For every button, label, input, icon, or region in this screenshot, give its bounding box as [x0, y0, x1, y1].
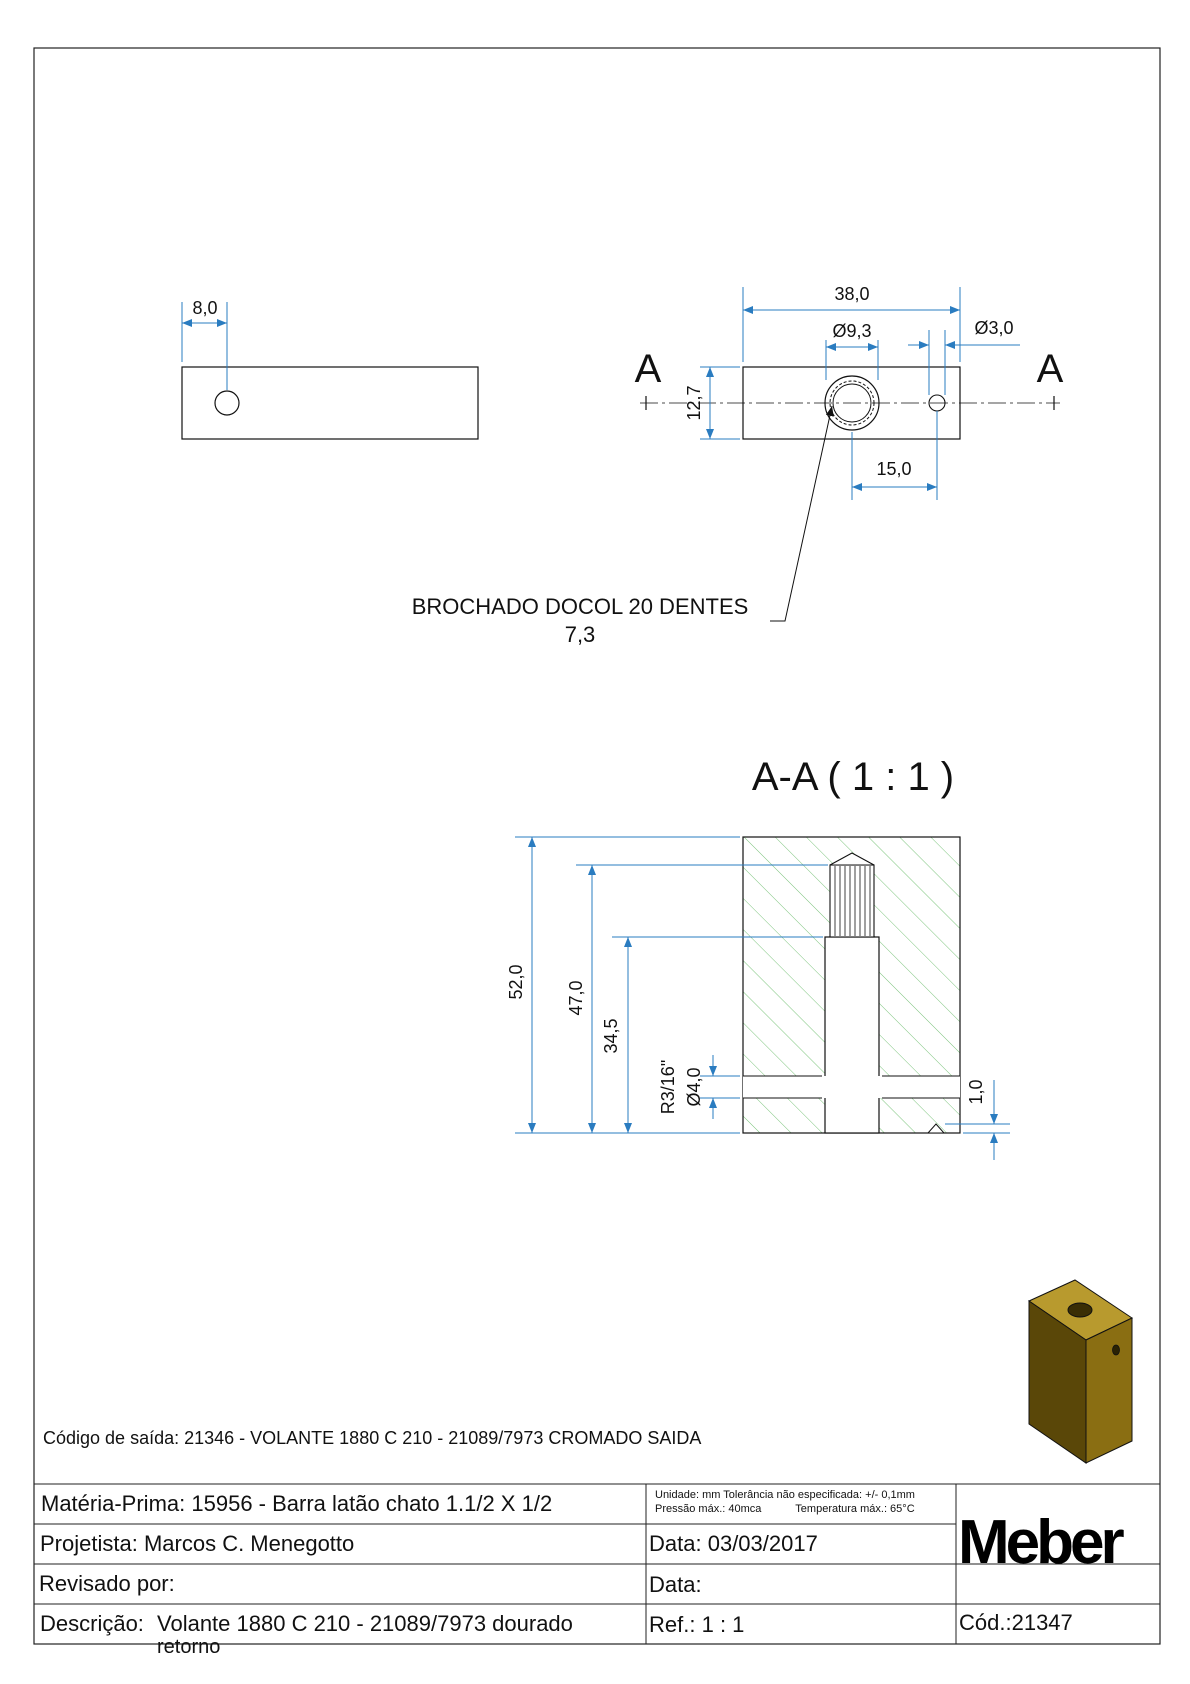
dim-hole-diameter: Ø3,0 [974, 318, 1014, 338]
note-broach-value: 7,3 [564, 622, 596, 647]
dim-hole-offset: 8,0 [192, 298, 218, 318]
code-value: 21347 [1011, 1610, 1073, 1635]
description-line1: Volante 1880 C 210 - 21089/7973 dourado [157, 1611, 573, 1636]
dim-bore-diameter: Ø9,3 [832, 321, 872, 341]
dim-width: 38,0 [834, 284, 870, 304]
description-label: Descrição: [40, 1611, 144, 1636]
notes-pressure: Pressão máx.: 40mca [655, 1503, 762, 1515]
dim-total-height: 52,0 [506, 964, 526, 1000]
reviewed-label: Revisado por: [39, 1571, 175, 1596]
section-marker-right: A [1036, 347, 1064, 391]
ref-value: 1 : 1 [701, 1612, 745, 1637]
code-label: Cód.: [959, 1610, 1012, 1635]
date-value: 03/03/2017 [707, 1531, 818, 1556]
note-broach: BROCHADO DOCOL 20 DENTES [411, 594, 749, 619]
cross-hole [743, 1076, 960, 1098]
designer-row [40, 1531, 354, 1557]
top-view-outline [182, 367, 478, 439]
dim-thread: R3/16" [658, 1059, 678, 1115]
dim-spline-height: 47,0 [566, 980, 586, 1016]
dim-offset: 1,0 [966, 1079, 986, 1105]
designer-value: Marcos C. Menegotto [143, 1531, 355, 1556]
description-line2: retorno [157, 1636, 221, 1658]
material-value: 15956 - Barra latão chato 1.1/2 X 1/2 [191, 1491, 553, 1516]
sheet-border [34, 48, 1160, 1644]
company-logo: Meber [958, 1508, 1121, 1577]
material-label: Matéria-Prima: [41, 1491, 186, 1516]
iso-part [1029, 1280, 1132, 1463]
review-date-label: Data: [649, 1572, 702, 1597]
section-spline [830, 865, 874, 937]
ref-row [649, 1612, 744, 1638]
section-title: A-A ( 1 : 1 ) [751, 755, 955, 799]
dim-cross-hole: Ø4,0 [684, 1067, 704, 1107]
section-shank [825, 937, 879, 1133]
output-code: Código de saída: 21346 - VOLANTE 1880 C 210 - 21089/7973 CROMADO SAIDA [43, 1428, 702, 1448]
date-row [649, 1531, 818, 1557]
section-view [506, 837, 1010, 1160]
ref-label: Ref.: [649, 1612, 696, 1637]
iso-small-hole [1113, 1345, 1120, 1355]
iso-side-face [1086, 1318, 1132, 1463]
dim-hole-spacing: 15,0 [876, 459, 912, 479]
designer-label: Projetista: [40, 1531, 138, 1556]
iso-bore [1068, 1303, 1092, 1317]
notes-temperature: Temperatura máx.: 65°C [795, 1503, 915, 1515]
date-label: Data: [649, 1531, 702, 1556]
dim-thickness: 12,7 [684, 385, 704, 421]
top-view [182, 298, 478, 439]
code-row [959, 1610, 1073, 1636]
material-row [41, 1491, 552, 1517]
front-view [412, 284, 1064, 647]
dim-shank-height: 34,5 [601, 1018, 621, 1054]
notes-line1: Unidade: mm Tolerância não especificada: +/- 0,1mm [655, 1489, 915, 1501]
section-marker-left: A [634, 347, 662, 391]
notes-line2 [655, 1503, 915, 1515]
